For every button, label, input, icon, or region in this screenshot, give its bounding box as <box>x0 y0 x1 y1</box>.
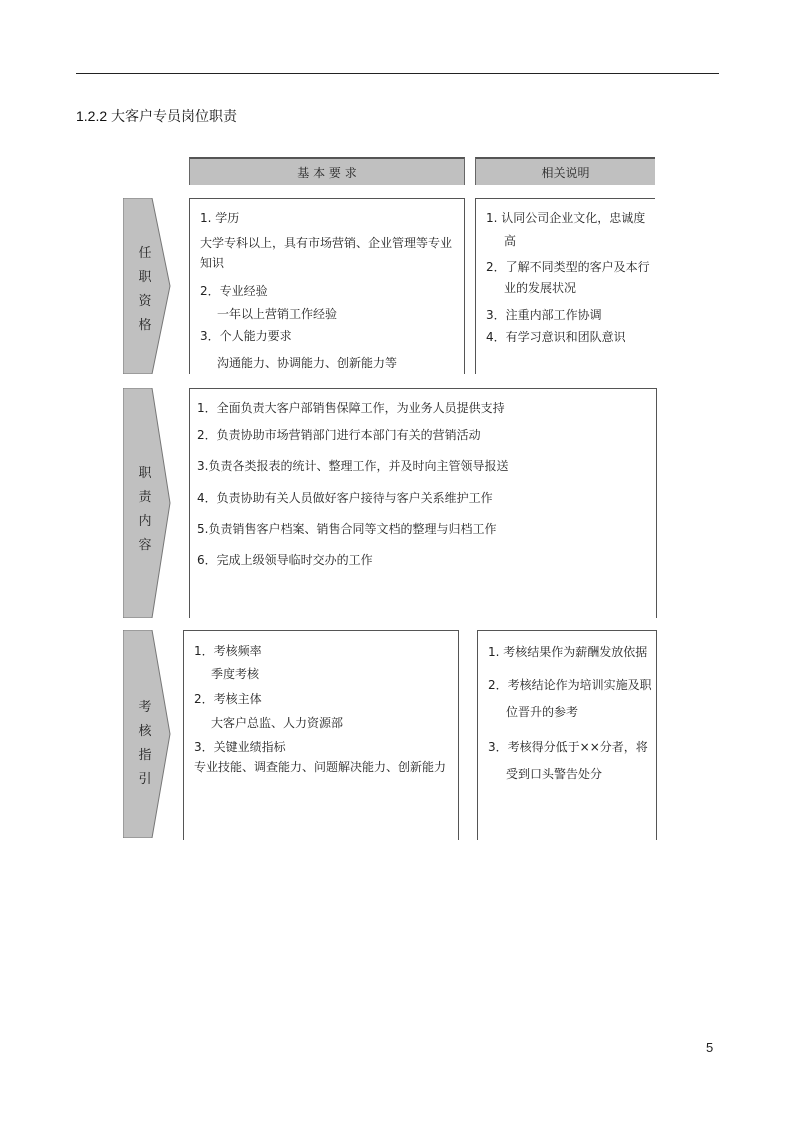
note-line: 高 <box>504 234 517 248</box>
guide-line: 大客户总监、人力资源部 <box>211 716 344 730</box>
note-line: 1. 认同公司企业文化，忠诚度 <box>486 211 646 225</box>
qualification-side-tab <box>123 198 173 374</box>
assessment-guide-box <box>183 630 459 840</box>
note-line: 3．注重内部工作协调 <box>486 308 602 322</box>
assessment-side-tab <box>123 630 173 838</box>
duty-line: 1．全面负责大客户部销售保障工作，为业务人员提供支持 <box>197 401 505 415</box>
requirement-line: 沟通能力、协调能力、创新能力等 <box>217 356 398 370</box>
assessment-notes-box <box>477 630 657 840</box>
qualification-requirements-box <box>189 198 465 374</box>
assessment-note-line: 2．考核结论作为培训实施及职 <box>488 678 652 692</box>
qualification-notes-box <box>475 198 655 374</box>
header-related-notes: 相关说明 <box>475 157 655 185</box>
requirement-line: 2．专业经验 <box>200 284 268 298</box>
guide-line: 专业技能、调查能力、问题解决能力、创新能力 <box>194 760 447 774</box>
note-line: 4．有学习意识和团队意识 <box>486 330 626 344</box>
duty-line: 5.负责销售客户档案、销售合同等文档的整理与归档工作 <box>197 522 497 536</box>
requirement-line: 1. 学历 <box>200 211 240 225</box>
assessment-note-line: 位晋升的参考 <box>506 705 579 719</box>
assessment-note-line: 受到口头警告处分 <box>506 767 603 781</box>
header-rule <box>76 73 719 74</box>
header-basic-requirements: 基 本 要 求 <box>189 157 465 185</box>
assessment-side-label: 考 核 指 引 <box>138 700 152 787</box>
duties-box <box>189 388 657 618</box>
duties-side-tab <box>123 388 173 618</box>
guide-line: 3．关键业绩指标 <box>194 740 286 754</box>
qualification-side-label: 任 职 资 格 <box>138 246 152 333</box>
section-title: 1.2.2 大客户专员岗位职责 <box>76 108 238 124</box>
duties-side-label: 职 责 内 容 <box>138 466 152 553</box>
duty-line: 4．负责协助有关人员做好客户接待与客户关系维护工作 <box>197 491 493 505</box>
guide-line: 2．考核主体 <box>194 692 262 706</box>
duty-line: 2．负责协助市场营销部门进行本部门有关的营销活动 <box>197 428 481 442</box>
guide-line: 季度考核 <box>211 667 260 681</box>
requirement-line: 一年以上营销工作经验 <box>217 307 338 321</box>
note-line: 业的发展状况 <box>504 281 577 295</box>
guide-line: 1．考核频率 <box>194 644 262 658</box>
requirement-line: 3．个人能力要求 <box>200 329 292 343</box>
duty-line: 3.负责各类报表的统计、整理工作，并及时向主管领导报送 <box>197 459 509 473</box>
assessment-note-line: 3．考核得分低于××分者，将 <box>488 740 648 754</box>
duty-line: 6．完成上级领导临时交办的工作 <box>197 553 373 567</box>
assessment-note-line: 1. 考核结果作为薪酬发放依据 <box>488 645 648 659</box>
requirement-line: 知识 <box>200 256 225 270</box>
note-line: 2．了解不同类型的客户及本行 <box>486 260 650 274</box>
requirement-line: 大学专科以上，具有市场营销、企业管理等专业 <box>200 236 453 250</box>
page-number: 5 <box>706 1040 714 1055</box>
